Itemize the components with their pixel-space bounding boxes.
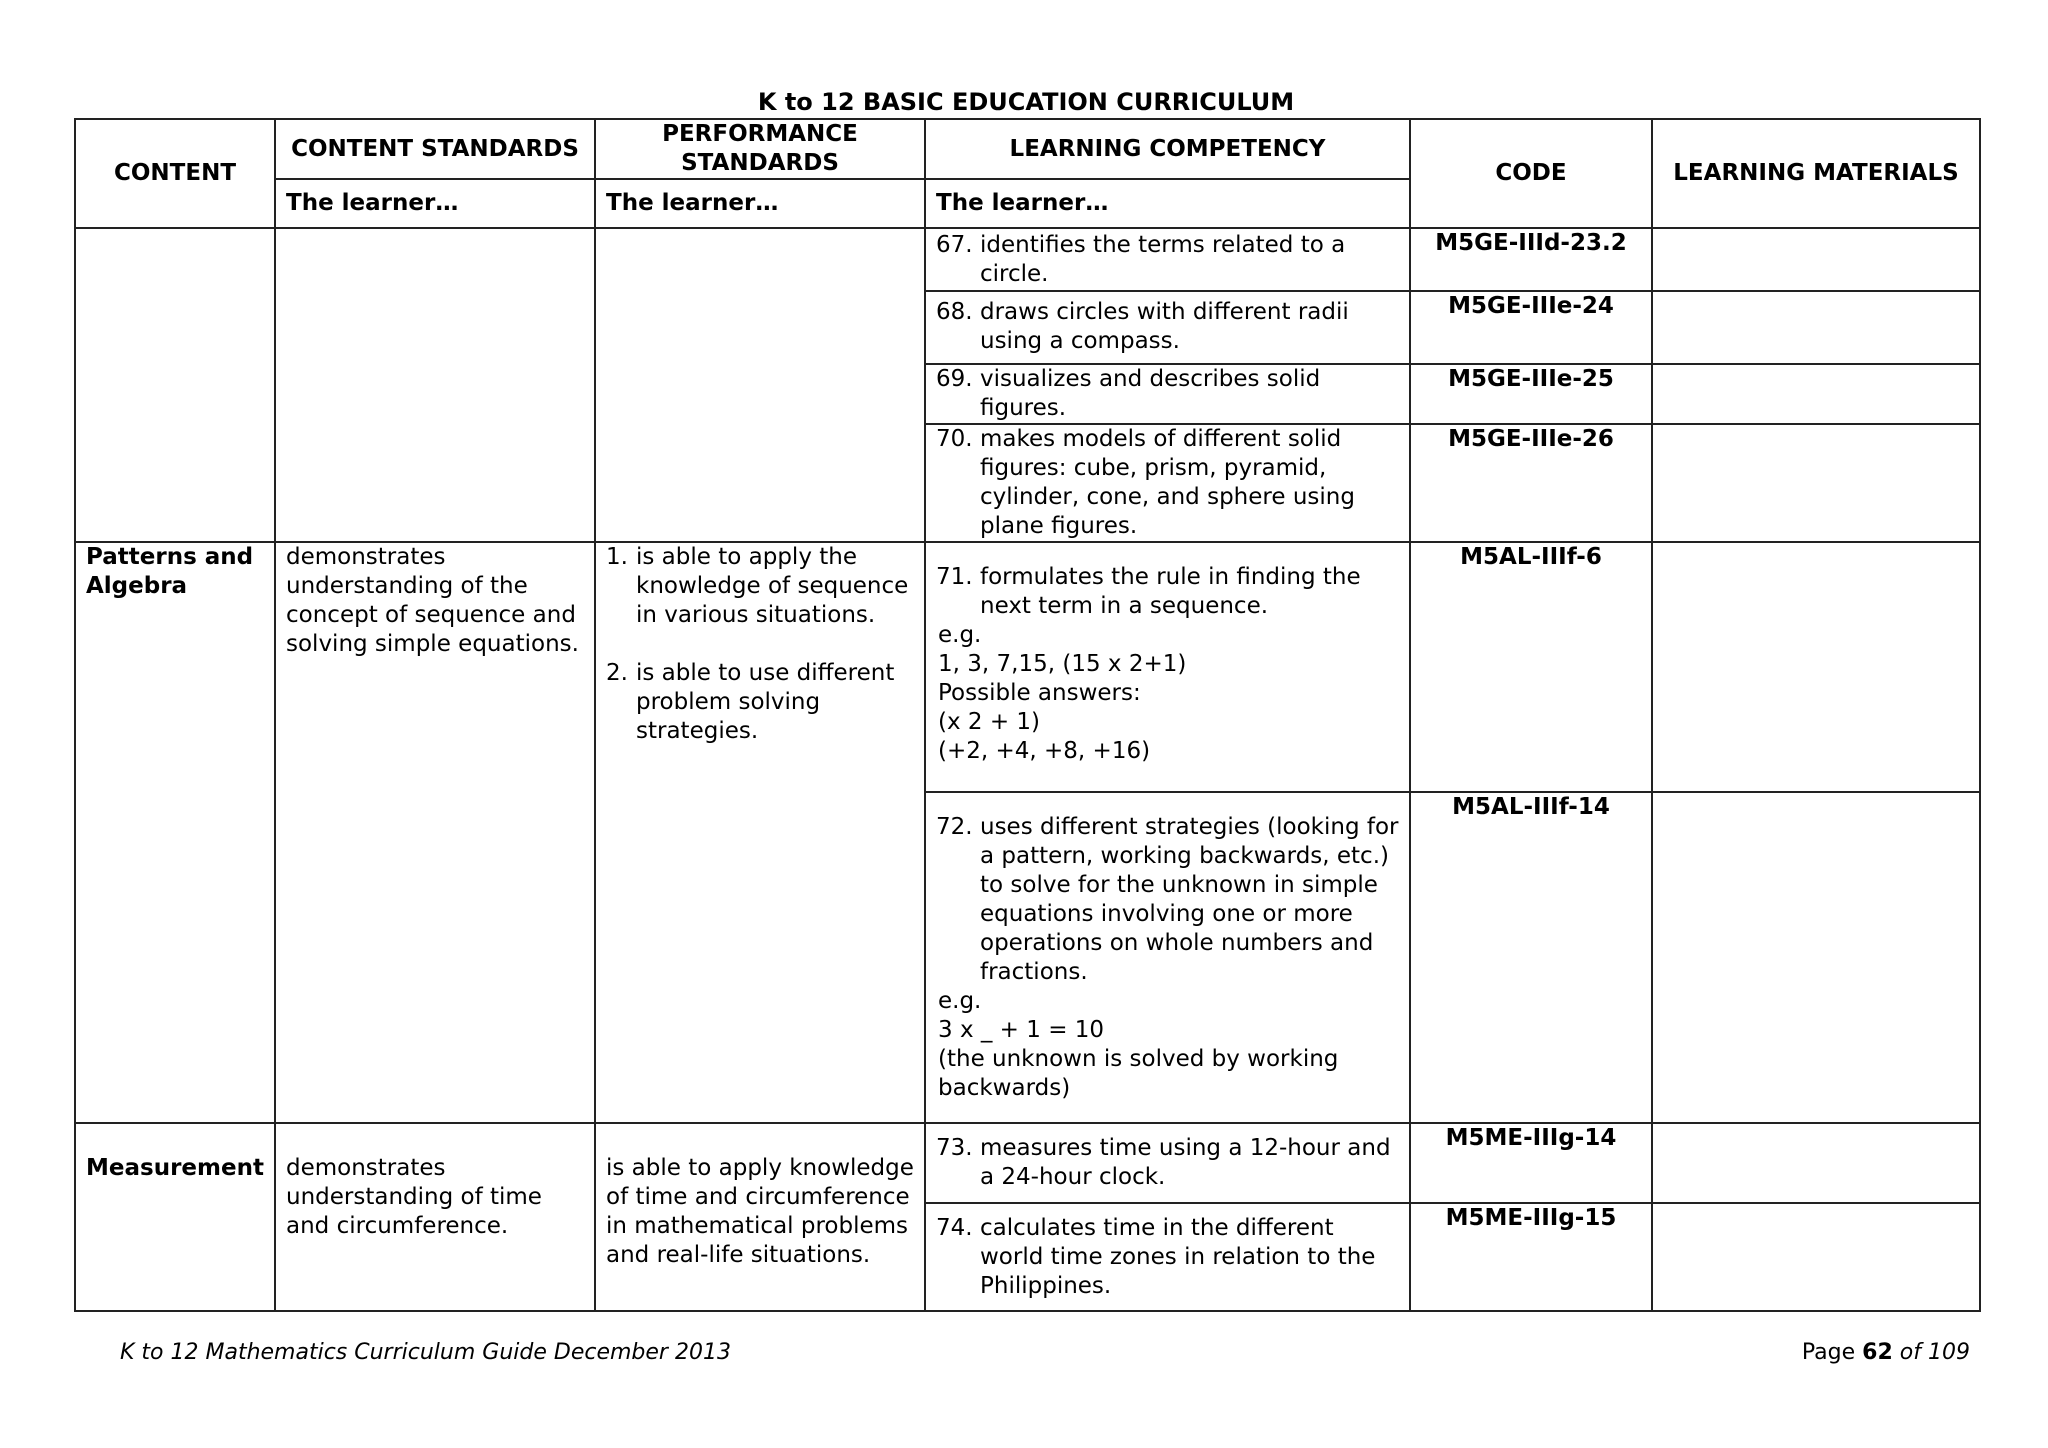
content-patterns-and-algebra: Patterns and Algebra [75, 542, 275, 1123]
competency-68: 68. draws circles with different radii using a compass. [925, 291, 1410, 364]
code-cell: M5AL-IIIf-14 [1410, 792, 1652, 1123]
learning-materials-cell [1652, 1123, 1980, 1203]
learning-materials-cell [1652, 228, 1980, 291]
content-standard-measurement: demonstrates understanding of time and circumference. [275, 1123, 595, 1311]
empty-performance-cell [595, 228, 925, 542]
header-performance-standards: PERFORMANCE STANDARDS [595, 119, 925, 179]
subheader-content-standards: The learner… [275, 179, 595, 228]
performance-item: 2. is able to use different problem solving strategies. [606, 660, 895, 744]
competency-72: 72. uses different strategies (looking for a pattern, working backwards, etc.) to solve for the unknown in simple equations involving one or more operations on whole numbers and fractions. e.g. 3 x _ + 1 = 10 (the unknown is solved by working backwards) [925, 792, 1410, 1123]
subheader-performance-standards: The learner… [595, 179, 925, 228]
competency-74: 74. calculates time in the different world time zones in relation to the Philippines. [925, 1203, 1410, 1311]
curriculum-table [74, 118, 1981, 1312]
competency-73: 73. measures time using a 12-hour and a 24-hour clock. [925, 1123, 1410, 1203]
header-learning-competency: LEARNING COMPETENCY [925, 119, 1410, 179]
page-total: of 109 [1899, 1340, 1970, 1365]
header-learning-materials: LEARNING MATERIALS [1652, 119, 1980, 228]
header-content-standards: CONTENT STANDARDS [275, 119, 595, 179]
subheader-learning-competency: The learner… [925, 179, 1410, 228]
performance-standard-measurement: is able to apply knowledge of time and circumference in mathematical problems and real-life situations. [595, 1123, 925, 1311]
code-cell: M5ME-IIIg-15 [1410, 1203, 1652, 1311]
learning-materials-cell [1652, 542, 1980, 792]
code-cell: M5GE-IIIe-26 [1410, 424, 1652, 542]
code-cell: M5ME-IIIg-14 [1410, 1123, 1652, 1203]
learning-materials-cell [1652, 364, 1980, 424]
learning-materials-cell [1652, 291, 1980, 364]
competency-67: 67. identifies the terms related to a circle. [925, 228, 1410, 291]
code-cell: M5GE-IIId-23.2 [1410, 228, 1652, 291]
code-cell: M5AL-IIIf-6 [1410, 542, 1652, 792]
learning-materials-cell [1652, 424, 1980, 542]
footer-guide-title: K to 12 Mathematics Curriculum Guide December 2013 [120, 1340, 731, 1365]
page-label: Page [1801, 1340, 1856, 1365]
footer-page-number [1802, 1340, 1970, 1365]
header-code: CODE [1410, 119, 1652, 228]
competency-70: 70. makes models of different solid figures: cube, prism, pyramid, cylinder, cone, and sphere using plane figures. [925, 424, 1410, 542]
content-standard-patterns: demonstrates understanding of the concept of sequence and solving simple equations. [275, 542, 595, 1123]
performance-item: 1. is able to apply the knowledge of sequence in various situations. [606, 544, 909, 628]
code-cell: M5GE-IIIe-24 [1410, 291, 1652, 364]
empty-content-standard-cell [275, 228, 595, 542]
competency-71: 71. formulates the rule in finding the next term in a sequence. e.g. 1, 3, 7,15, (15 x 2+1) Possible answers: (x 2 + 1) (+2, +4, +8, +16) [925, 542, 1410, 792]
header-content: CONTENT [75, 119, 275, 228]
empty-content-cell [75, 228, 275, 542]
competency-69: 69. visualizes and describes solid figures. [925, 364, 1410, 424]
code-cell: M5GE-IIIe-25 [1410, 364, 1652, 424]
page-current: 62 [1862, 1340, 1893, 1365]
performance-standard-patterns [595, 542, 925, 1123]
learning-materials-cell [1652, 1203, 1980, 1311]
header-row [75, 119, 1980, 179]
content-measurement: Measurement [75, 1123, 275, 1311]
table-row [75, 228, 1980, 291]
table-row [75, 542, 1980, 792]
table-row [75, 1123, 1980, 1203]
document-title: K to 12 BASIC EDUCATION CURRICULUM [757, 88, 1295, 116]
learning-materials-cell [1652, 792, 1980, 1123]
